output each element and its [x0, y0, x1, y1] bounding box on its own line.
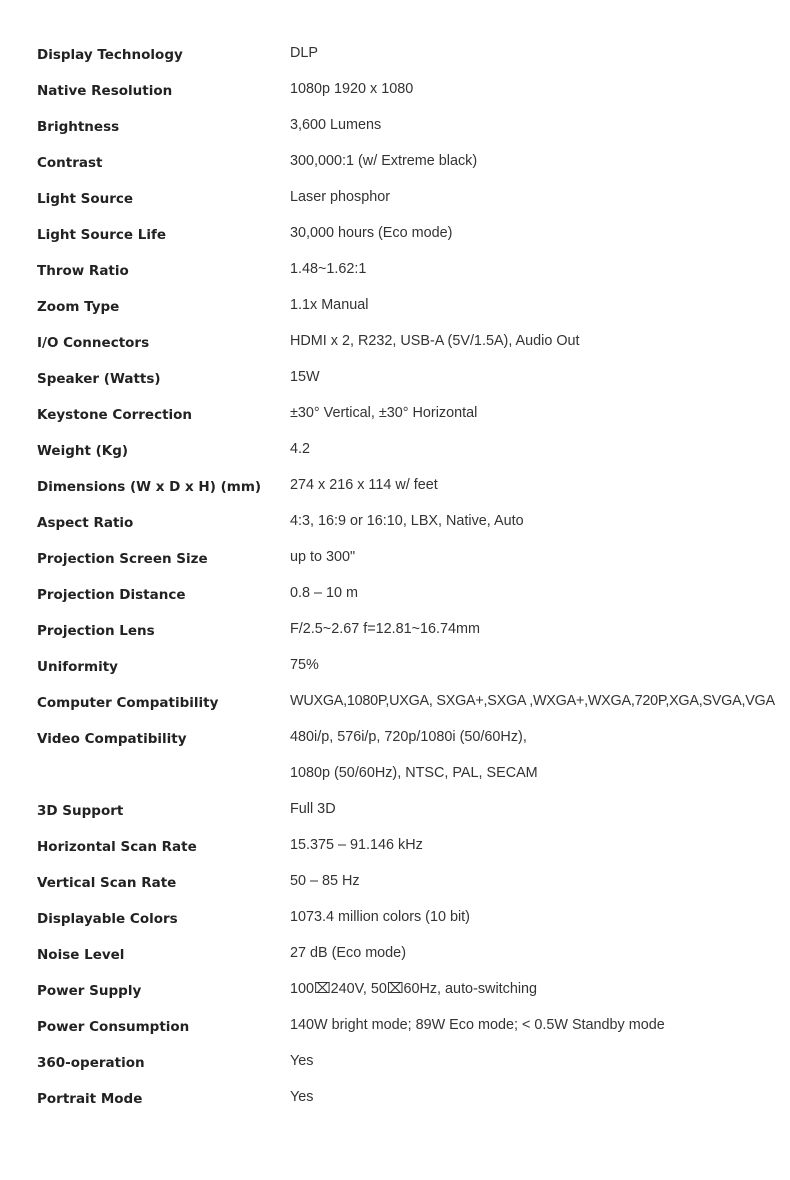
spec-label: Projection Screen Size — [37, 550, 208, 567]
spec-value: 3,600 Lumens — [290, 117, 382, 133]
spec-row-dimensions — [37, 468, 790, 504]
spec-row-portrait-mode — [37, 1080, 790, 1116]
spec-label: Projection Lens — [37, 622, 155, 639]
spec-row-aspect-ratio — [37, 504, 790, 540]
spec-label: Aspect Ratio — [37, 514, 134, 531]
spec-value: Yes — [290, 1053, 314, 1069]
spec-label: Noise Level — [37, 946, 125, 963]
spec-row-io-connectors — [37, 324, 790, 360]
spec-label: Throw Ratio — [37, 262, 129, 279]
spec-label: Video Compatibility — [37, 730, 187, 747]
spec-row-noise-level — [37, 936, 790, 972]
spec-value: 1.1x Manual — [290, 297, 369, 313]
spec-row-light-source — [37, 180, 790, 216]
spec-label: Vertical Scan Rate — [37, 874, 177, 891]
spec-row-projection-screen-size — [37, 540, 790, 576]
spec-label: Horizontal Scan Rate — [37, 838, 197, 855]
spec-value: F/2.5~2.67 f=12.81~16.74mm — [290, 621, 481, 637]
spec-label: Contrast — [37, 154, 103, 171]
spec-label: Power Consumption — [37, 1018, 190, 1035]
spec-label: Display Technology — [37, 46, 183, 63]
spec-row-power-consumption — [37, 1008, 790, 1044]
spec-value: 4.2 — [290, 441, 311, 457]
spec-label: Power Supply — [37, 982, 142, 999]
spec-value: DLP — [290, 45, 318, 61]
spec-row-projection-lens — [37, 612, 790, 648]
spec-label: Zoom Type — [37, 298, 120, 315]
spec-row-weight — [37, 432, 790, 468]
spec-value: 1073.4 million colors (10 bit) — [290, 909, 470, 925]
spec-value: Full 3D — [290, 801, 336, 817]
spec-value: HDMI x 2, R232, USB-A (5V/1.5A), Audio Out — [290, 333, 580, 349]
spec-label: Uniformity — [37, 658, 118, 675]
spec-row-native-resolution — [37, 72, 790, 108]
spec-value: 30,000 hours (Eco mode) — [290, 225, 453, 241]
spec-value: 27 dB (Eco mode) — [290, 945, 406, 961]
spec-label: 360-operation — [37, 1054, 145, 1071]
spec-row-zoom-type — [37, 288, 790, 324]
spec-label: 3D Support — [37, 802, 124, 819]
spec-value: up to 300" — [290, 549, 356, 565]
spec-row-power-supply — [37, 972, 790, 1008]
spec-label: Brightness — [37, 118, 120, 135]
spec-value: 1.48~1.62:1 — [290, 261, 367, 277]
spec-row-vertical-scan-rate — [37, 864, 790, 900]
spec-label: Portrait Mode — [37, 1090, 143, 1107]
spec-label: Native Resolution — [37, 82, 173, 99]
spec-value: ±30° Vertical, ±30° Horizontal — [290, 405, 478, 421]
spec-value: Yes — [290, 1089, 314, 1105]
spec-label: Light Source — [37, 190, 134, 207]
spec-value: 480i/p, 576i/p, 720p/1080i (50/60Hz), — [290, 729, 527, 745]
spec-value: 100⌧240V, 50⌧60Hz, auto-switching — [290, 981, 538, 997]
spec-label: I/O Connectors — [37, 334, 150, 351]
spec-row-video-compatibility — [37, 720, 790, 756]
spec-row-contrast — [37, 144, 790, 180]
spec-value: 75% — [290, 657, 319, 673]
spec-value: 140W bright mode; 89W Eco mode; < 0.5W Standby mode — [290, 1017, 665, 1033]
spec-value: Laser phosphor — [290, 189, 391, 205]
spec-row-horizontal-scan-rate — [37, 828, 790, 864]
spec-value: 4:3, 16:9 or 16:10, LBX, Native, Auto — [290, 513, 524, 529]
spec-row-uniformity — [37, 648, 790, 684]
spec-value: 1080p (50/60Hz), NTSC, PAL, SECAM — [290, 765, 538, 781]
spec-value: 1080p 1920 x 1080 — [290, 81, 414, 97]
spec-label: Speaker (Watts) — [37, 370, 161, 387]
spec-label: Keystone Correction — [37, 406, 193, 423]
spec-value: 15.375 – 91.146 kHz — [290, 837, 423, 853]
spec-row-projection-distance — [37, 576, 790, 612]
spec-value: 0.8 – 10 m — [290, 585, 358, 601]
spec-row-3d-support — [37, 792, 790, 828]
spec-label: Computer Compatibility — [37, 694, 219, 711]
spec-value: 300,000:1 (w/ Extreme black) — [290, 153, 478, 169]
spec-row-video-compatibility-continued — [37, 756, 790, 792]
spec-row-keystone-correction — [37, 396, 790, 432]
spec-label: Projection Distance — [37, 586, 186, 603]
spec-row-computer-compatibility — [37, 684, 790, 720]
spec-row-brightness — [37, 108, 790, 144]
spec-value: 50 – 85 Hz — [290, 873, 360, 889]
spec-row-360-operation — [37, 1044, 790, 1080]
spec-value: WUXGA,1080P,UXGA, SXGA+,SXGA ,WXGA+,WXGA,720P,XGA,SVGA,VGA — [290, 693, 775, 709]
spec-row-displayable-colors — [37, 900, 790, 936]
spec-table — [37, 36, 790, 1116]
spec-value: 15W — [290, 369, 320, 385]
spec-row-display-technology — [37, 36, 790, 72]
spec-label: Dimensions (W x D x H) (mm) — [37, 478, 262, 495]
spec-row-speaker — [37, 360, 790, 396]
spec-label: Light Source Life — [37, 226, 167, 243]
spec-row-throw-ratio — [37, 252, 790, 288]
spec-row-light-source-life — [37, 216, 790, 252]
spec-value: 274 x 216 x 114 w/ feet — [290, 477, 438, 493]
spec-label: Displayable Colors — [37, 910, 178, 927]
spec-label: Weight (Kg) — [37, 442, 129, 459]
